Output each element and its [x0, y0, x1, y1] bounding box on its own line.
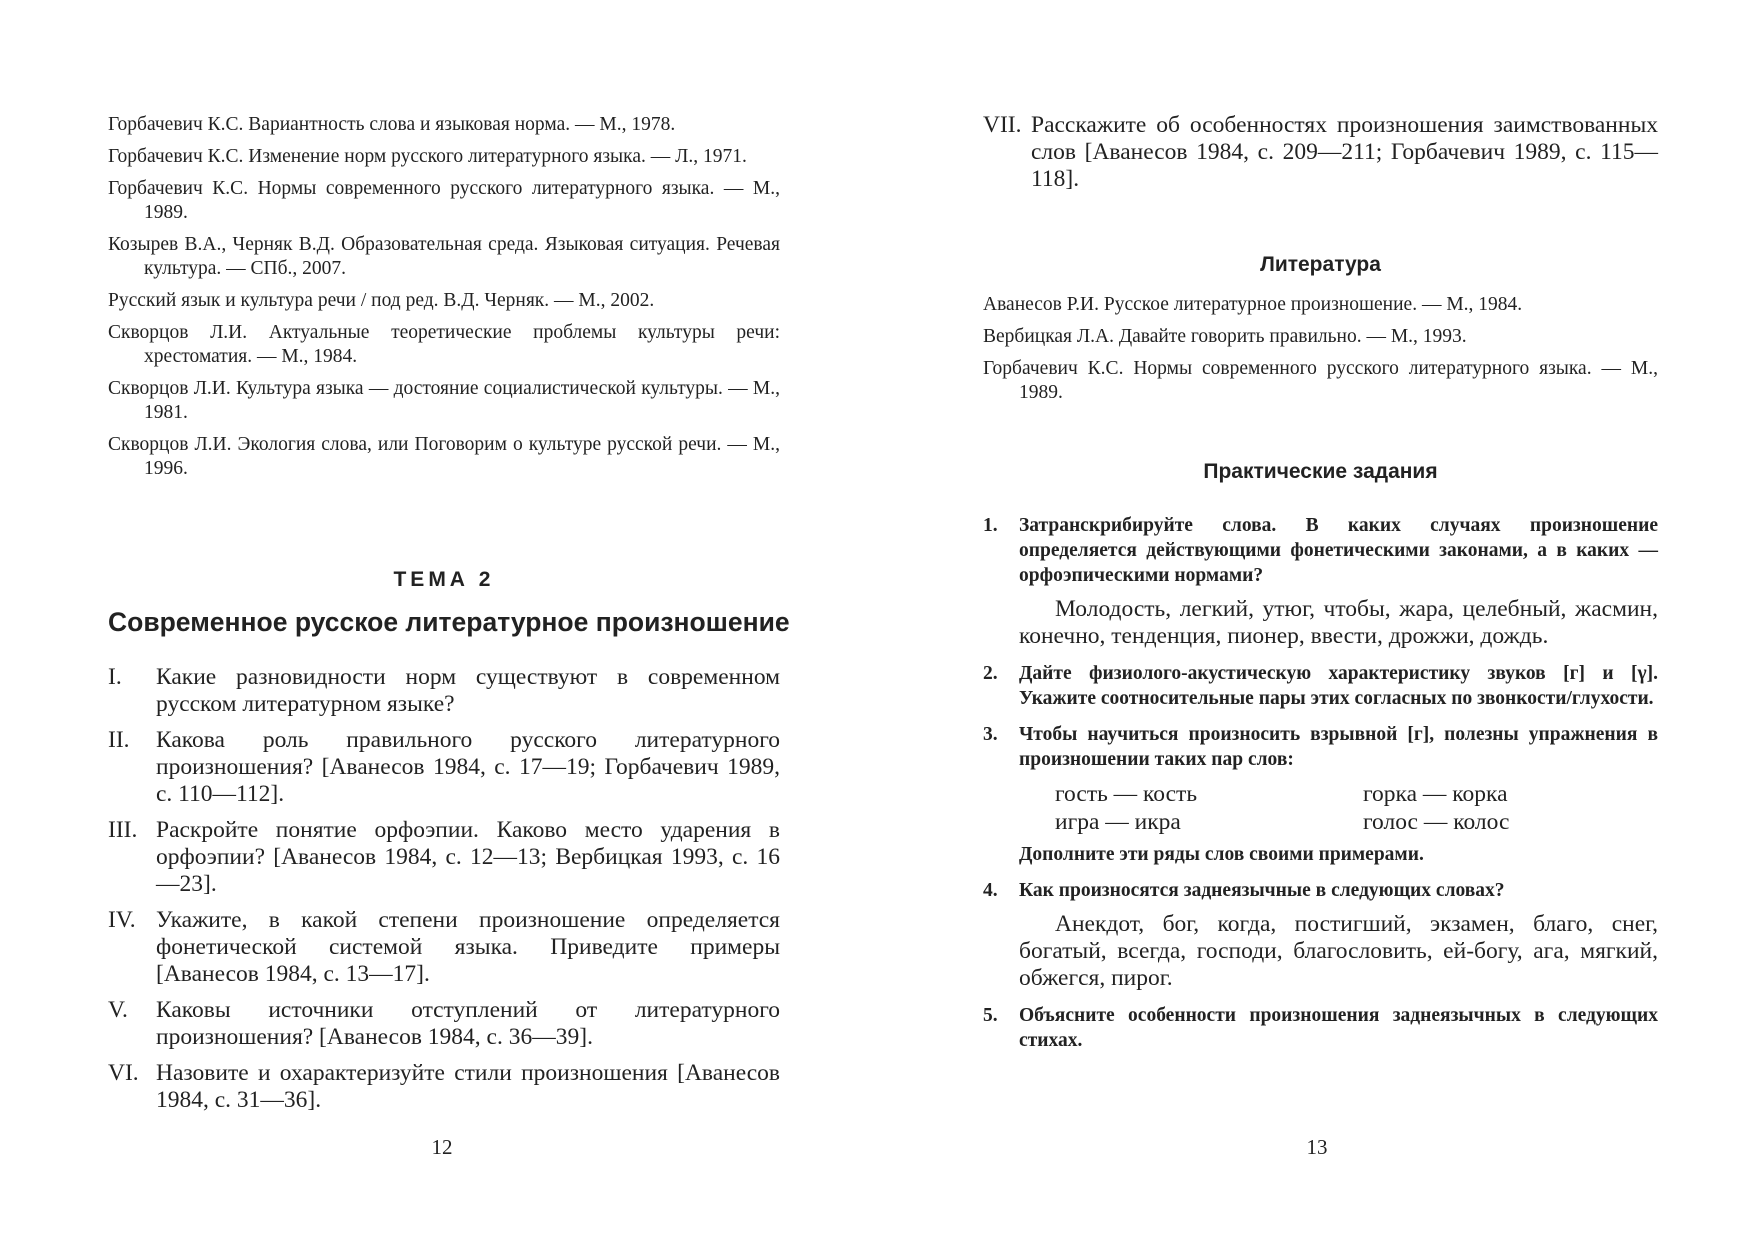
question-text: Какие разновидности норм существуют в современном русском литературном языке? — [156, 664, 780, 717]
question-item — [108, 664, 780, 718]
task-item — [983, 513, 1658, 650]
task-text: Затранскрибируйте слова. В каких случаях произношение определяется действующими фонетическими законами, а в каких — орфоэпическими нормами? — [1019, 515, 1658, 586]
question-number: VI. — [108, 1060, 139, 1086]
bibliography-item: Козырев В.А., Черняк В.Д. Образовательная среда. Языковая ситуация. Речевая культура. — СПб., 2007. — [108, 234, 780, 279]
task-item — [983, 722, 1658, 867]
tasks-list — [983, 513, 1658, 1064]
word-pair: игра — икра — [1055, 809, 1181, 835]
task-supplement: Дополните эти ряды слов своими примерами. — [1019, 844, 1424, 865]
literature-item: Горбачевич К.С. Нормы современного русского литературного языка. — М., 1989. — [983, 358, 1658, 403]
bibliography-list — [108, 113, 780, 489]
question-number: V. — [108, 997, 128, 1023]
theme-title: Современное русское литературное произношение — [108, 607, 790, 637]
question-text: Какова роль правильного русского литературного произношения? [Аванесов 1984, с. 17—19; Горбачевич 1989, с. 110—112]. — [156, 727, 780, 807]
theme-label: ТЕМА 2 — [393, 568, 495, 591]
practice-title: Практические задания — [1203, 460, 1438, 483]
task-text: Чтобы научиться произносить взрывной [г], полезны упражнения в произношении таких пар слов: — [1019, 724, 1658, 770]
task-example: Анекдот, бог, когда, постигший, экзамен, благо, снег, богатый, всегда, господи, благословить, ей-богу, ага, мягкий, обжегся, пирог. — [1019, 911, 1658, 991]
question-item — [108, 997, 780, 1051]
question-number: VII. — [983, 112, 1022, 138]
question-text: Расскажите об особенностях произношения заимствованных слов [Аванесов 1984, с. 209—211; Горбачевич 1989, с. 115—118]. — [1031, 112, 1658, 192]
question-number: III. — [108, 817, 138, 843]
question-text: Каковы источники отступлений от литературного произношения? [Аванесов 1984, с. 36—39]. — [156, 997, 780, 1050]
word-pair: гость — кость — [1055, 781, 1198, 807]
page-number-left: 12 — [431, 1135, 453, 1159]
question-number: II. — [108, 727, 130, 753]
task-number: 2. — [983, 663, 998, 684]
task-number: 3. — [983, 724, 998, 745]
bibliography-item: Скворцов Л.И. Экология слова, или Поговорим о культуре русской речи. — М., 1996. — [108, 434, 780, 479]
bibliography-item: Скворцов Л.И. Культура языка — достояние социалистической культуры. — М., 1981. — [108, 378, 780, 423]
question-item — [108, 907, 780, 988]
questions-list — [108, 664, 780, 1123]
word-pairs — [1019, 780, 1658, 836]
question-item — [108, 1060, 780, 1114]
question-item — [108, 817, 780, 898]
question-text: Назовите и охарактеризуйте стили произношения [Аванесов 1984, с. 31—36]. — [156, 1060, 780, 1113]
questions-list-continued — [983, 112, 1658, 202]
page-number-right: 13 — [1306, 1135, 1328, 1159]
literature-item: Аванесов Р.И. Русское литературное произношение. — М., 1984. — [983, 294, 1523, 315]
question-number: IV. — [108, 907, 136, 933]
task-text: Дайте физиолого-акустическую характеристику звуков [г] и [γ]. Укажите соотносительные пары этих согласных по звонкости/глухости. — [1019, 663, 1658, 709]
word-pair: голос — колос — [1363, 809, 1510, 835]
literature-list — [983, 293, 1658, 413]
bibliography-item: Горбачевич К.С. Изменение норм русского литературного языка. — Л., 1971. — [108, 146, 747, 167]
literature-item: Вербицкая Л.А. Давайте говорить правильно. — М., 1993. — [983, 326, 1467, 347]
task-item — [983, 661, 1658, 711]
task-number: 1. — [983, 515, 998, 536]
bibliography-item: Русский язык и культура речи / под ред. В.Д. Черняк. — М., 2002. — [108, 290, 655, 311]
question-text: Раскройте понятие орфоэпии. Каково место ударения в орфоэпии? [Аванесов 1984, с. 12—13; Вербицкая 1993, с. 16—23]. — [156, 817, 780, 897]
question-item — [108, 727, 780, 808]
task-item — [983, 878, 1658, 992]
task-item — [983, 1003, 1658, 1053]
task-text: Как произносятся заднеязычные в следующих словах? — [1019, 880, 1505, 901]
task-number: 4. — [983, 880, 998, 901]
word-pair: горка — корка — [1363, 781, 1508, 807]
task-example: Молодость, легкий, утюг, чтобы, жара, целебный, жасмин, конечно, тенденция, пионер, ввести, дрожжи, дождь. — [1019, 596, 1658, 649]
literature-title: Литература — [1260, 253, 1381, 276]
question-text: Укажите, в какой степени произношение определяется фонетической системой языка. Приведите примеры [Аванесов 1984, с. 13—17]. — [156, 907, 780, 987]
question-item — [983, 112, 1658, 193]
task-text: Объясните особенности произношения заднеязычных в следующих стихах. — [1019, 1005, 1658, 1051]
task-number: 5. — [983, 1005, 998, 1026]
bibliography-item: Горбачевич К.С. Вариантность слова и языковая норма. — М., 1978. — [108, 114, 676, 135]
bibliography-item: Скворцов Л.И. Актуальные теоретические проблемы культуры речи: хрестоматия. — М., 1984. — [108, 322, 780, 367]
question-number: I. — [108, 664, 122, 690]
bibliography-item: Горбачевич К.С. Нормы современного русского литературного языка. — М., 1989. — [108, 178, 780, 223]
